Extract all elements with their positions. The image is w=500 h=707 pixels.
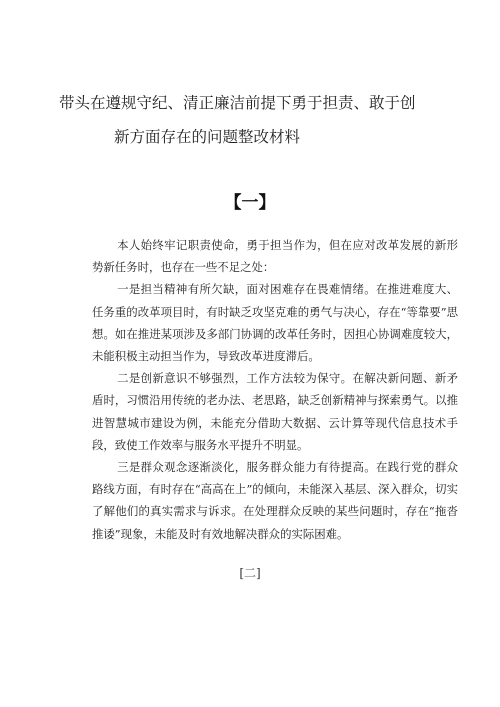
section-heading-2: [二]: [239, 566, 261, 580]
paragraph-intro: 本人始终牢记职责使命，勇于担当作为，但在应对改革发展的新形势新任务时，也存在一些不足之处：: [92, 238, 458, 275]
document-title-line-1: 带头在遵规守纪、清正廉洁前提下勇于担责、敢于创: [59, 94, 416, 112]
paragraph-point-1: 一是担当精神有所欠缺，面对困难存在畏难情绪。在推进难度大、任务重的改革项目时，有时缺乏攻坚克难的勇气与决心，存在“等靠要”思想。如在推进某项涉及多部门协调的改革任务时，因担心协调难度较大，未能积极主动担当作为，导致改革进度滞后。: [92, 282, 458, 364]
document-title-line-2: 新方面存在的问题整改材料: [114, 128, 301, 146]
paragraph-point-2: 二是创新意识不够强烈，工作方法较为保守。在解决新问题、新矛盾时，习惯沿用传统的老办法、老思路，缺乏创新精神与探索勇气。以推进智慧城市建设为例，未能充分借助大数据、云计算等现代信息技术手段，致使工作效率与服务水平提升不明显。: [92, 371, 458, 452]
document-body: [92, 234, 458, 545]
section-heading-1: 【一】: [224, 193, 276, 213]
paragraph-point-3: 三是群众观念逐渐淡化，服务群众能力有待提高。在践行党的群众路线方面，有时存在“高高在上”的倾向，未能深入基层、深入群众，切实了解他们的真实需求与诉求。在处理群众反映的某些问题时，存在“拖沓推诿”现象，未能及时有效地解决群众的实际困难。: [92, 460, 458, 541]
